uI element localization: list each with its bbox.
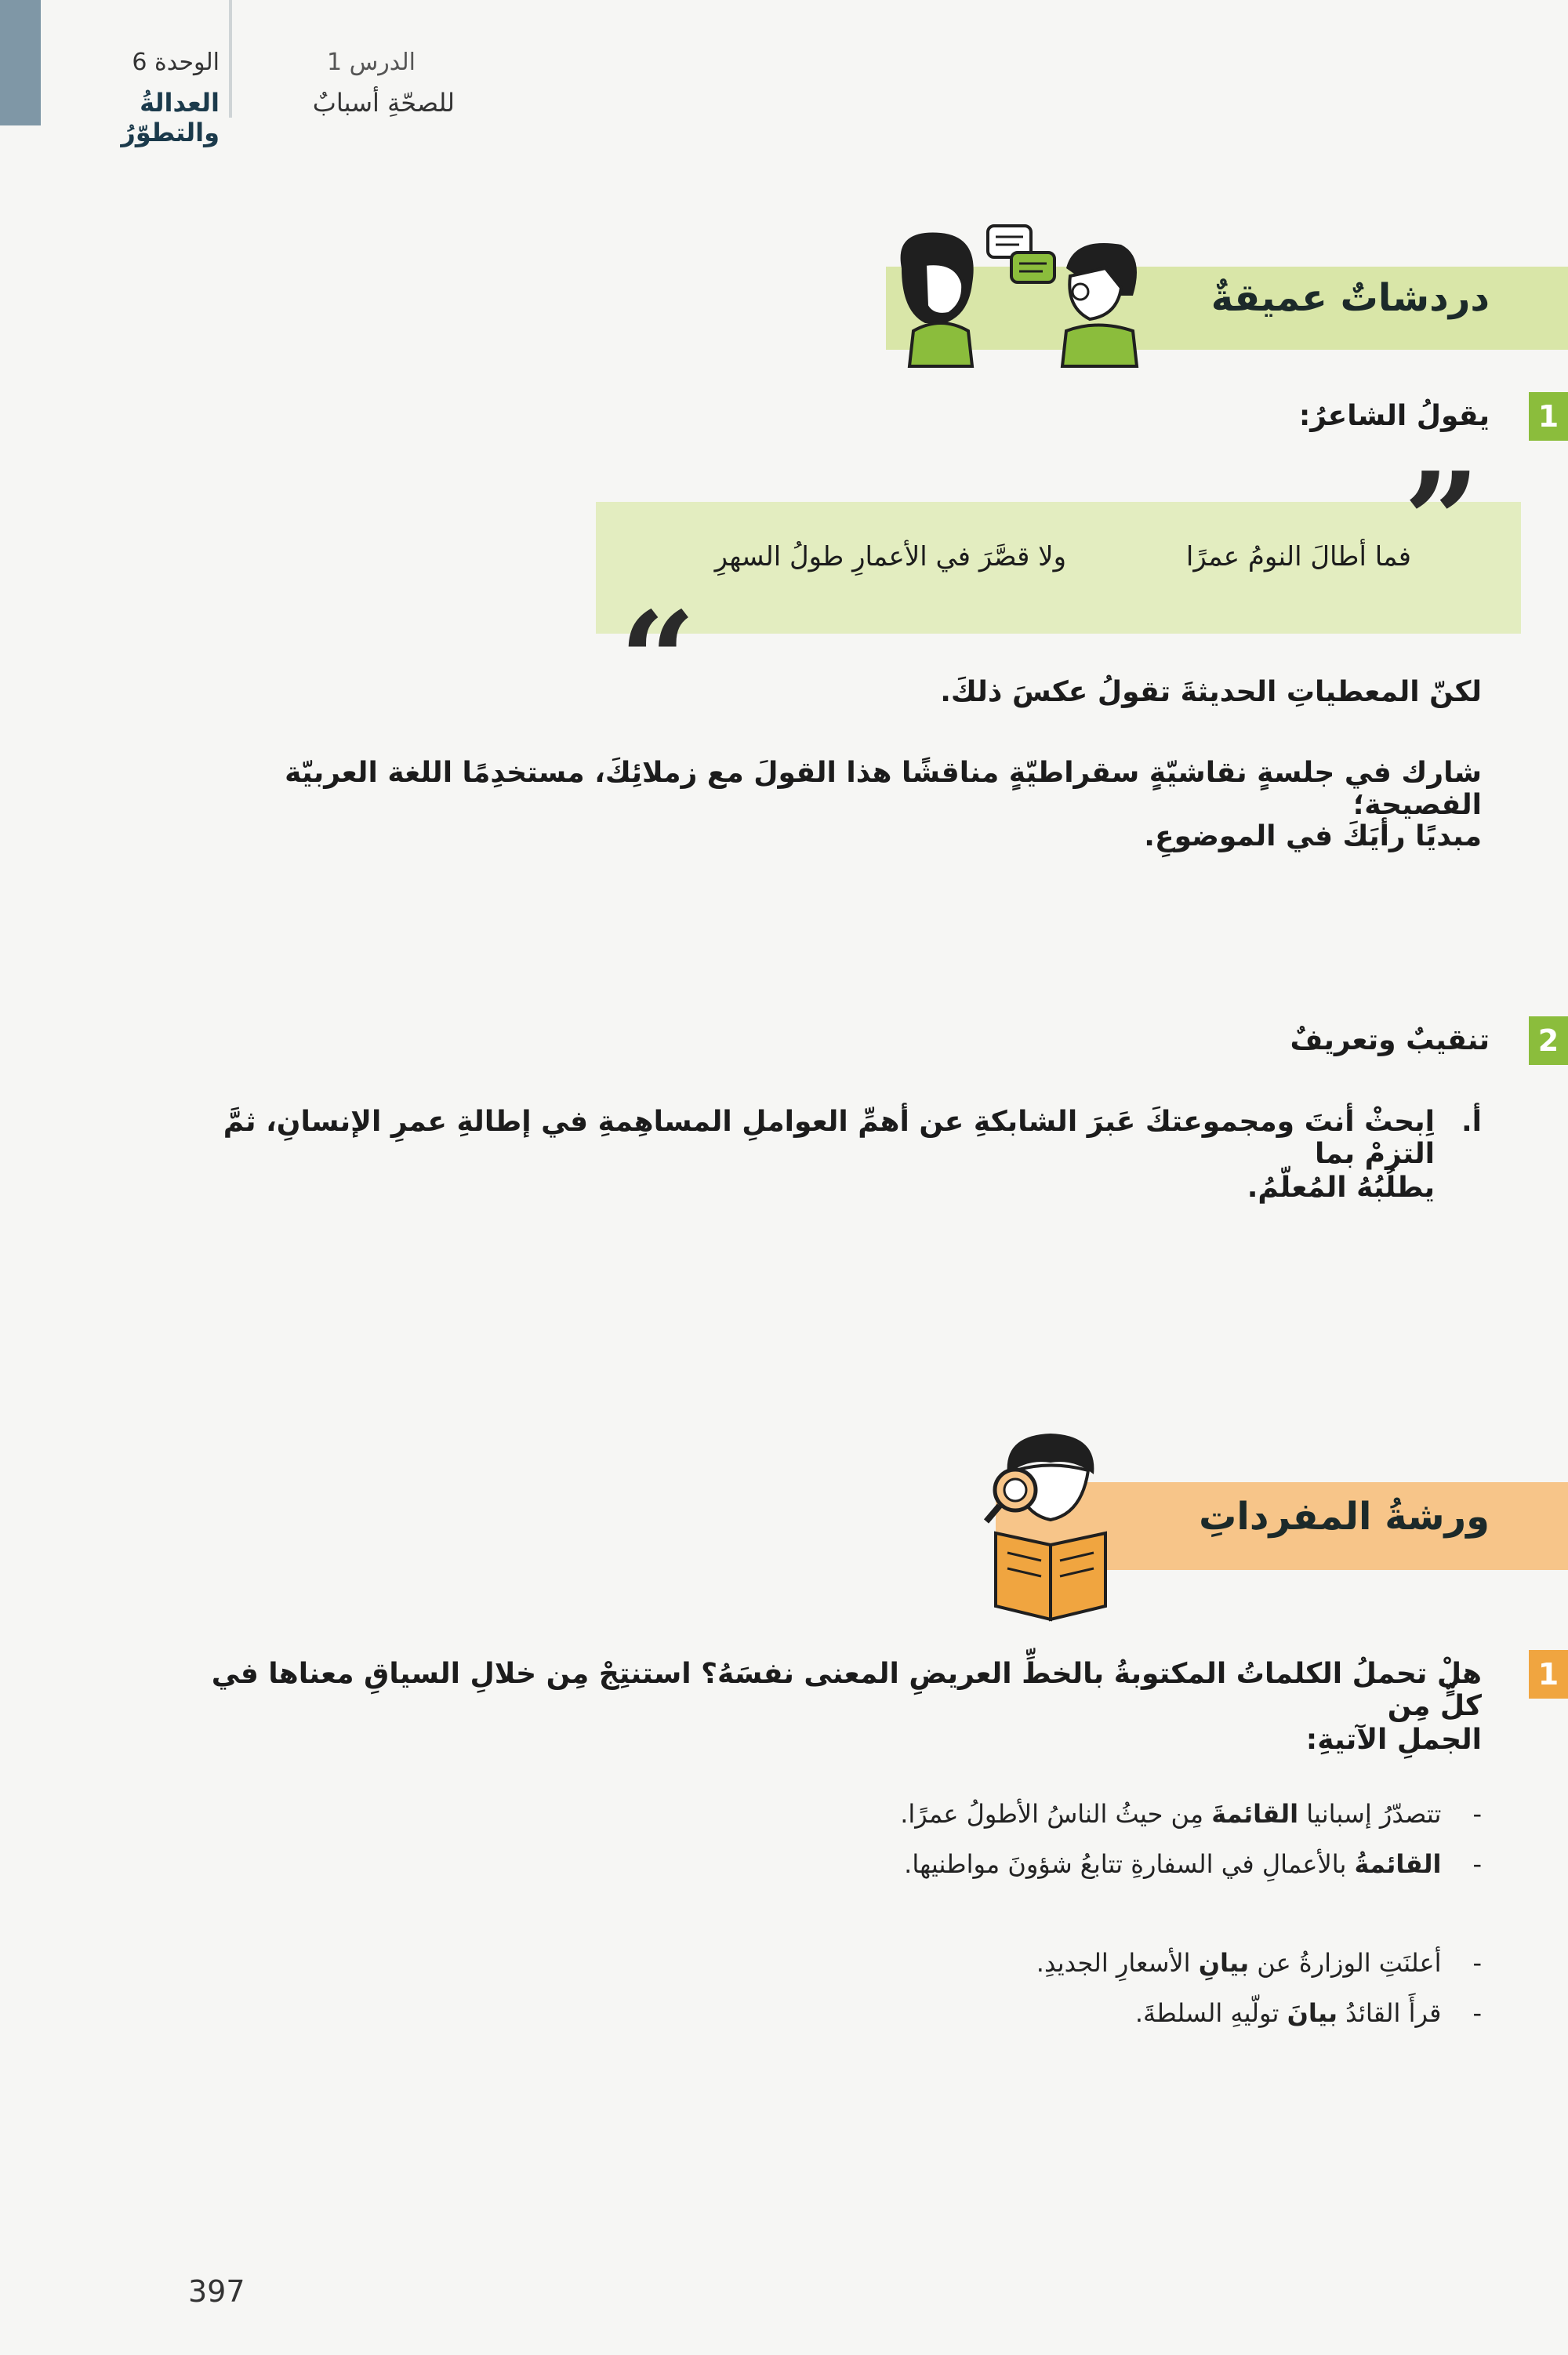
modern-data-line: لكنّ المعطياتِ الحديثةَ تقولُ عكسَ ذلكَ. [940, 676, 1482, 708]
question-number-badge: 2 [1529, 1016, 1568, 1065]
list-item: -القائمةُ بالأعمالِ في السفارةِ تتابعُ شؤونَ مواطنيها. [904, 1849, 1482, 1879]
question-number-badge: 1 [1529, 1650, 1568, 1699]
bullet-dash: - [1472, 1849, 1482, 1879]
list-item: -قرأَ القائدُ بيانَ تولّيهِ السلطةَ. [1134, 1998, 1482, 2028]
header-corner-tab [0, 0, 41, 125]
opening-quote-icon: “ [619, 583, 696, 740]
unit-number: الوحدة 6 [132, 49, 220, 76]
page-number: 397 [188, 2274, 245, 2309]
verse-hemistich-left: ولا قصَّرَ في الأعمارِ طولُ السهرِ [714, 541, 1066, 572]
chat-illustration [870, 221, 1168, 370]
question-number-badge: 1 [1529, 392, 1568, 441]
unit-title: العدالةُ والتطوّرُ [121, 88, 220, 147]
lesson-title: للصحّةِ أسبابٌ [312, 88, 455, 118]
header-divider [229, 0, 232, 118]
research-task-line2: يطلُبُهُ المُعلّمُ. [1247, 1172, 1435, 1204]
discussion-instruction: شارك في جلسةٍ نقاشيّةٍ سقراطيّةٍ مناقشًا هذا القولَ مع زملائِكَ، مستخدِمًا اللغة العربيّة الفصيحة؛ [285, 757, 1482, 821]
discussion-instruction-cont: مبديًا رأيَكَ في الموضوعِ. [1144, 820, 1482, 852]
poet-intro: يقولُ الشاعرُ: [1298, 400, 1490, 432]
list-item: -أعلنَتِ الوزارةُ عن بيانِ الأسعارِ الجديدِ. [1036, 1948, 1482, 1978]
section-title-vocab: ورشةُ المفرداتِ [1199, 1495, 1490, 1539]
item-letter: أ. [1461, 1106, 1482, 1138]
bullet-dash: - [1472, 1799, 1482, 1829]
search-define-title: تنقيبٌ وتعريفٌ [1290, 1024, 1490, 1056]
bullet-dash: - [1472, 1998, 1482, 2028]
vocab-question-line1: هلْ تحملُ الكلماتُ المكتوبةُ بالخطِّ العريضِ المعنى نفسَهُ؟ استنتِجْ مِن خلالِ السياقِ معناها في كلٍّ مِن [211, 1658, 1482, 1722]
closing-quote-icon: ” [1403, 443, 1480, 600]
vocab-question-line2: الجملِ الآتيةِ: [1305, 1724, 1482, 1756]
bullet-dash: - [1472, 1948, 1482, 1978]
section-title-deep-chats: دردشاتٌ عميقةٌ [1210, 276, 1490, 320]
book-icon [996, 1533, 1105, 1619]
magnifier-icon [986, 1470, 1036, 1521]
list-item: -تتصدّرُ إسبانيا القائمةَ مِن حيثُ الناسُ الأطولُ عمرًا. [900, 1799, 1482, 1829]
verse-hemistich-right: فما أطالَ النومُ عمرًا [1185, 541, 1411, 572]
reader-illustration [972, 1427, 1129, 1623]
lesson-number: الدرس 1 [327, 49, 416, 76]
research-task-line1: اِبحثْ أنتَ ومجموعتكَ عَبرَ الشابكةِ عن أهمِّ العواملِ المساهِمةِ في إطالةِ عمرِ الإنسانِ، ثمَّ التزمْ بما [223, 1106, 1435, 1170]
